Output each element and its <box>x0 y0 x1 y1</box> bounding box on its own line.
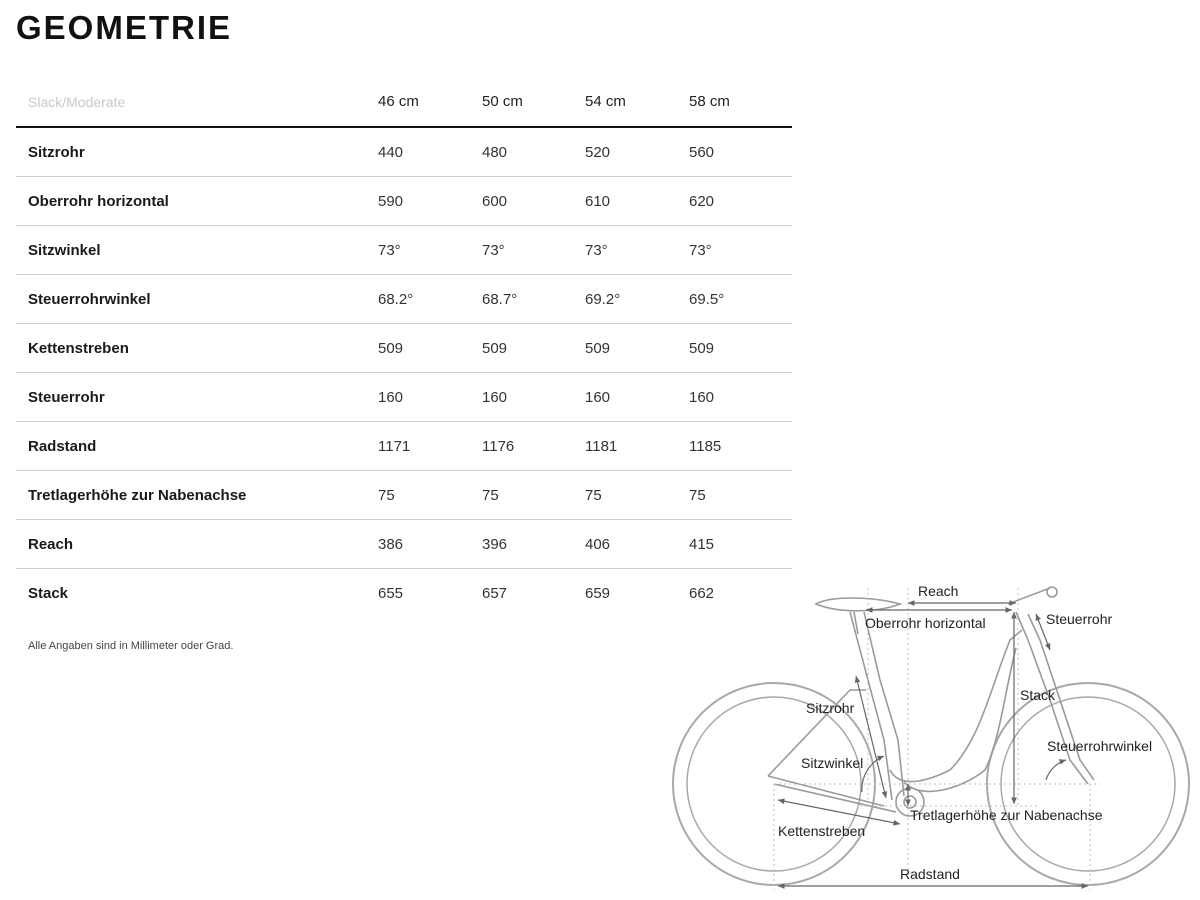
row-label: Sitzwinkel <box>16 226 378 275</box>
seat-angle-label: Sitzwinkel <box>801 755 864 771</box>
units-note: Alle Angaben sind in Millimeter oder Grad. <box>28 640 234 652</box>
table-row <box>16 373 792 422</box>
table-cell: 75 <box>482 471 585 520</box>
row-label: Radstand <box>16 422 378 471</box>
row-label: Kettenstreben <box>16 324 378 373</box>
table-cell: 590 <box>378 177 482 226</box>
table-header-row <box>16 77 792 127</box>
row-label: Reach <box>16 520 378 569</box>
table-row <box>16 226 792 275</box>
size-header: 46 cm <box>378 77 482 127</box>
table-cell: 662 <box>689 584 715 602</box>
table-cell: 1185 <box>689 422 792 471</box>
table-cell: 69.2° <box>585 275 689 324</box>
table-cell: 480 <box>482 127 585 177</box>
frame-type-label: Slack/Moderate <box>16 77 378 127</box>
head-tube-label: Steuerrohr <box>1046 611 1113 627</box>
table-row <box>16 177 792 226</box>
table-cell: 1176 <box>482 422 585 471</box>
table-cell: 415 <box>689 520 792 569</box>
size-header: 58 cm <box>689 77 792 127</box>
table-cell: 75 <box>585 471 689 520</box>
table-cell: 1181 <box>585 422 689 471</box>
table-cell: 73° <box>689 226 792 275</box>
size-header: 50 cm <box>482 77 585 127</box>
bb-drop-label: Tretlagerhöhe zur Nabenachse <box>910 807 1103 823</box>
wheelbase-label: Radstand <box>900 866 960 882</box>
row-label: Sitzrohr <box>16 127 378 177</box>
table-cell: 160 <box>689 373 792 422</box>
table-cell: 657 <box>482 584 508 602</box>
table-cell: 600 <box>482 177 585 226</box>
bike-geometry-diagram <box>660 570 1200 900</box>
table-row <box>16 275 792 324</box>
table-cell: 160 <box>482 373 585 422</box>
row-label: Tretlagerhöhe zur Nabenachse <box>16 471 378 520</box>
table-cell: 68.2° <box>378 275 482 324</box>
table-cell: 1171 <box>378 422 482 471</box>
table-cell: 73° <box>482 226 585 275</box>
row-label: Steuerrohr <box>16 373 378 422</box>
size-header: 54 cm <box>585 77 689 127</box>
table-cell: 509 <box>482 324 585 373</box>
stack-label: Stack <box>1020 687 1056 703</box>
table-row <box>16 520 792 569</box>
table-cell: 386 <box>378 520 482 569</box>
row-label: Stack <box>28 584 69 602</box>
table-row <box>16 422 792 471</box>
table-cell: 396 <box>482 520 585 569</box>
table-cell: 620 <box>689 177 792 226</box>
head-angle-label: Steuerrohrwinkel <box>1047 738 1153 754</box>
table-cell: 160 <box>378 373 482 422</box>
table-cell: 75 <box>378 471 482 520</box>
table-cell: 655 <box>378 584 404 602</box>
table-cell: 560 <box>689 127 792 177</box>
geometry-table <box>16 77 792 617</box>
table-cell: 73° <box>585 226 689 275</box>
table-cell: 75 <box>689 471 792 520</box>
table-cell: 610 <box>585 177 689 226</box>
table-cell: 73° <box>378 226 482 275</box>
table-cell: 509 <box>689 324 792 373</box>
page-title: GEOMETRIE <box>16 9 233 46</box>
top-tube-label: Oberrohr horizontal <box>865 615 986 631</box>
table-cell: 406 <box>585 520 689 569</box>
row-label: Steuerrohrwinkel <box>16 275 378 324</box>
table-cell: 509 <box>378 324 482 373</box>
table-row <box>16 471 792 520</box>
reach-label: Reach <box>918 583 959 599</box>
chainstay-label: Kettenstreben <box>778 823 866 839</box>
seat-tube-label: Sitzrohr <box>806 700 855 716</box>
table-cell: 440 <box>378 127 482 177</box>
table-cell: 520 <box>585 127 689 177</box>
table-cell: 69.5° <box>689 275 792 324</box>
table-row <box>16 324 792 373</box>
table-cell: 509 <box>585 324 689 373</box>
row-label: Oberrohr horizontal <box>16 177 378 226</box>
table-row <box>16 127 792 177</box>
table-cell: 659 <box>585 584 611 602</box>
table-cell: 160 <box>585 373 689 422</box>
table-cell: 68.7° <box>482 275 585 324</box>
